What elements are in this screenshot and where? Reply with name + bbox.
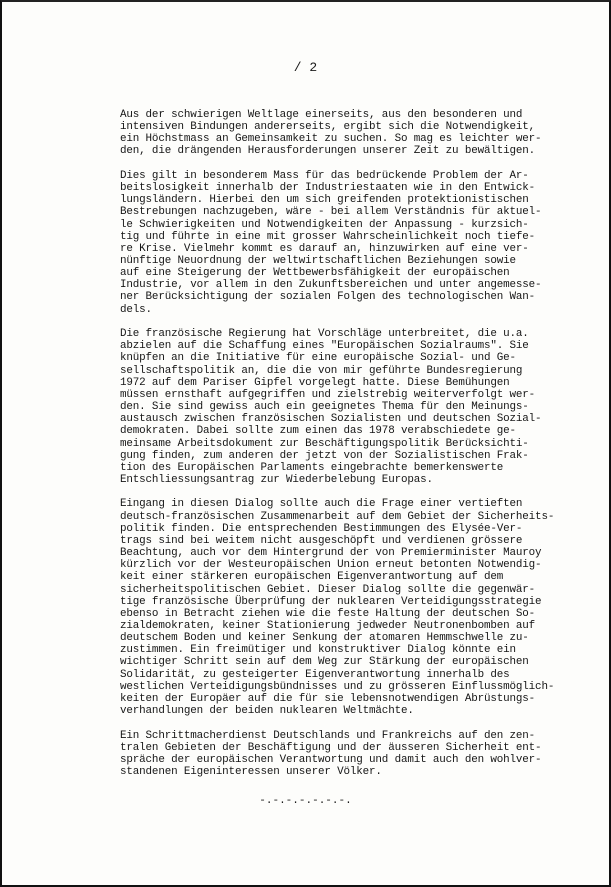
text-line: Bestrebungen nachzugeben, wäre - bei allem Verständnis für aktuel- [120, 206, 542, 219]
text-line: Die französische Regierung hat Vorschläge unterbreitet, die u.a. [120, 328, 529, 341]
text-line: trags sind bei weitem nicht ausgeschöpft und verdienen grössere [120, 534, 523, 547]
text-line: abzielen auf die Schaffung eines "Europäischen Sozialraums". Sie [120, 340, 529, 353]
text-line: dels. [120, 303, 152, 316]
text-line: re Krise. Vielmehr kommt es darauf an, hinzuwirken auf eine ver- [120, 242, 529, 255]
paragraph-5 [120, 730, 570, 779]
text-line: intensiven Bindungen andererseits, ergibt sich die Notwendigkeit, [120, 121, 536, 134]
text-line: den. Sie sind gewiss auch ein geeignetes Thema für den Meinungs- [120, 401, 529, 414]
text-line: lungsländern. Hierbei den um sich greifenden protektionistischen [120, 194, 529, 207]
text-line: Dies gilt in besonderem Mass für das bedrückende Problem der Ar- [120, 169, 529, 182]
text-line: verhandlungen der beiden nuklearen Weltmächte. [120, 705, 414, 718]
text-line: Beachtung, auch vor dem Hintergrund der von Premierminister Mauroy [120, 547, 542, 560]
text-line: Ein Schrittmacherdienst Deutschlands und Frankreichs auf den zen- [120, 729, 536, 742]
text-line: politik finden. Die entsprechenden Bestimmungen des Elysée-Ver- [120, 522, 523, 535]
text-line: zialdemokraten, keiner Stationierung jedweder Neutronenbomben auf [120, 619, 536, 632]
text-line: Eingang in diesen Dialog sollte auch die Frage einer vertieften [120, 498, 523, 511]
text-line: keiten der Europäer auf die für sie lebensnotwendigen Abrüstungs- [120, 692, 536, 705]
text-line: standenen Eigeninteressen unserer Völker. [120, 766, 382, 778]
text-line: meinsame Arbeitsdokument zur Beschäftigungspolitik Berücksichti- [120, 437, 529, 450]
text-line: beitslosigkeit innerhalb der Industriestaaten wie in den Entwick- [120, 182, 536, 195]
text-line: ebenso in Betracht ziehen wie die feste Haltung der deutschen So- [120, 607, 536, 620]
text-line: westlichen Verteidigungsbündnisses und zu grösseren Einflussmöglich- [120, 680, 555, 693]
text-line: 1972 auf dem Pariser Gipfel vorgelegt hatte. Diese Bemühungen [120, 376, 510, 389]
text-line: kürzlich vor der Westeuropäischen Union erneut betonten Notwendig- [120, 559, 542, 572]
text-line: nünftige Neuordnung der weltwirtschaftlichen Beziehungen sowie [120, 255, 516, 268]
text-line: keit einer stärkeren europäischen Eigenverantwortung auf dem [120, 571, 504, 584]
text-line: deutschem Boden und keiner Senkung der atomaren Hemmschwelle zu- [120, 632, 529, 645]
text-line: sicherheitspolitischen Gebiet. Dieser Dialog sollte die gegenwär- [120, 583, 536, 596]
text-line: gung finden, zum anderen der jetzt von der Sozialistischen Frak- [120, 449, 529, 462]
text-line: tig und führte in eine mit grosser Wahrscheinlichkeit noch tiefe- [120, 230, 536, 243]
text-line: zustimmen. Ein freimütiger und konstruktiver Dialog könnte ein [120, 644, 516, 657]
text-line: Solidarität, zu gesteigerter Eigenverantwortung innerhalb des [120, 668, 510, 681]
text-line: Industrie, vor allem in den Zukunftsbereichen und unter angemesse- [120, 279, 542, 292]
text-line: deutsch-französischen Zusammenarbeit auf dem Gebiet der Sicherheits- [120, 510, 555, 523]
end-separator: -.-.-.-.-.-.-. [259, 795, 352, 807]
text-line: Entschliessungsantrag zur Wiederbelebung Europas. [120, 473, 433, 486]
paragraph-2 [120, 170, 570, 316]
text-line: sellschaftspolitik an, die die von mir geführte Bundesregierung [120, 364, 523, 377]
text-line: auf eine Steigerung der Wettbewerbsfähigkeit der europäischen [120, 267, 510, 280]
text-line: austausch zwischen französischen Sozialisten und deutschen Sozial- [120, 413, 542, 426]
text-line: müssen ernsthaft aufgegriffen und zielstrebig weiterverfolgt wer- [120, 388, 536, 401]
text-line: Aus der schwierigen Weltlage einerseits, aus den besonderen und [120, 109, 523, 121]
paragraph-3 [120, 328, 570, 486]
paragraph-4 [120, 498, 570, 717]
text-line: demokraten. Dabei sollte zum einen das 1978 verabschiedete ge- [120, 425, 516, 438]
text-line: tige französische Überprüfung der nuklearen Verteidigungsstrategie [120, 595, 542, 608]
body-text [120, 109, 570, 790]
paragraph-1 [120, 109, 570, 158]
text-line: spräche der europäischen Verantwortung und damit auch den wohlver- [120, 753, 542, 766]
text-line: tralen Gebieten der Beschäftigung und der äusseren Sicherheit ent- [120, 741, 542, 754]
page-number: / 2 [293, 60, 318, 75]
text-line: den, die drängenden Herausforderungen unserer Zeit zu bewältigen. [120, 145, 536, 158]
text-line: ner Berücksichtigung der sozialen Folgen des technologischen Wan- [120, 291, 536, 304]
text-line: le Schwierigkeiten und Notwendigkeiten der Anpassung - kurzsich- [120, 218, 529, 231]
text-line: tion des Europäischen Parlaments eingebrachte bemerkenswerte [120, 461, 504, 474]
text-line: ein Höchstmass an Gemeinsamkeit zu suchen. So mag es leichter wer- [120, 133, 542, 146]
text-line: knüpfen an die Initiative für eine europäische Sozial- und Ge- [120, 352, 516, 365]
text-line: wichtiger Schritt sein auf dem Weg zur Stärkung der europäischen [120, 656, 529, 669]
